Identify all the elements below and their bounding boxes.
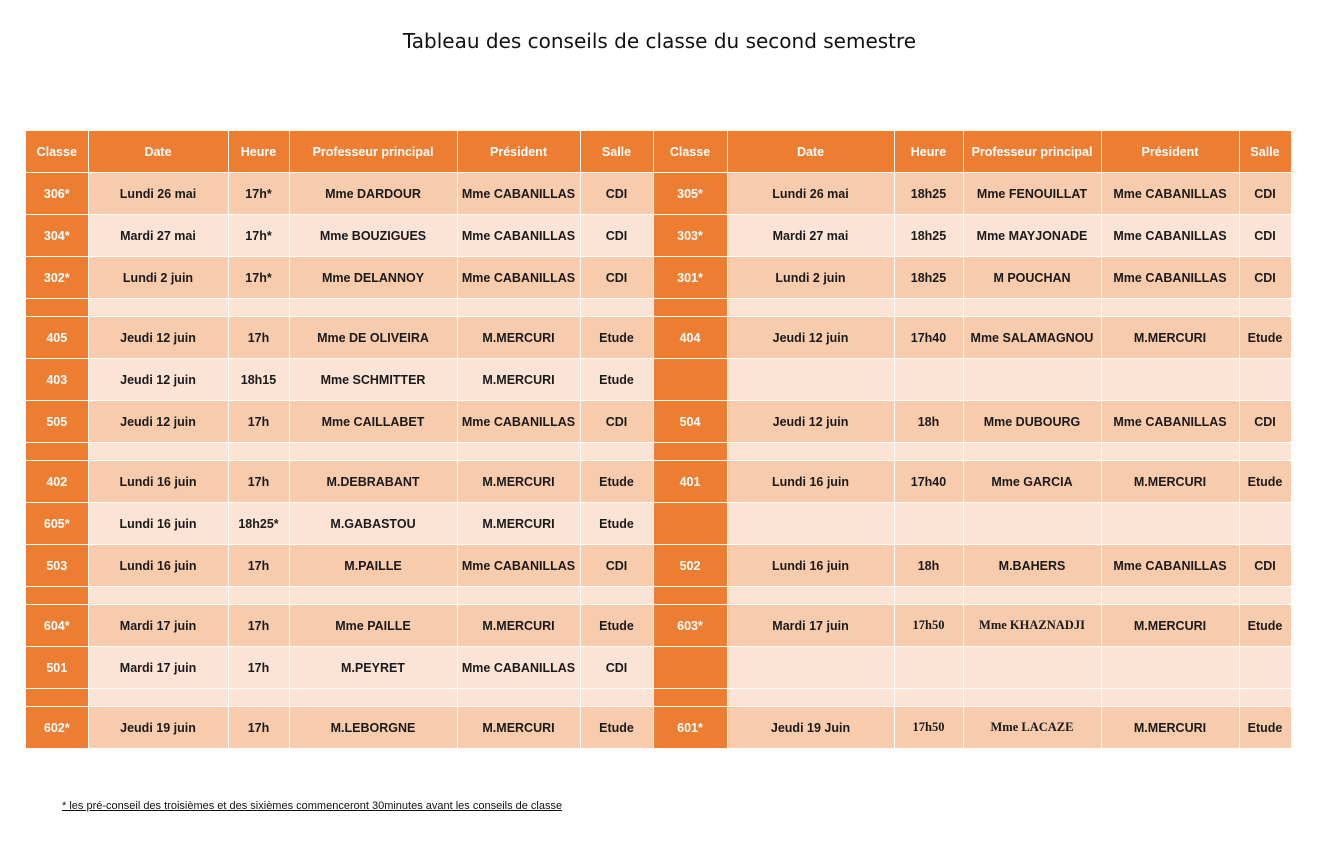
right-heure-cell: 18h25 xyxy=(894,215,963,257)
spacer-cell xyxy=(26,299,88,317)
left-professeur-principal-cell: Mme BOUZIGUES xyxy=(289,215,457,257)
left-president-cell: M.MERCURI xyxy=(457,707,580,749)
right-classe-cell: 303* xyxy=(653,215,727,257)
right-salle-cell: CDI xyxy=(1239,545,1291,587)
right-date-cell: Lundi 2 juin xyxy=(727,257,894,299)
left-salle-cell: CDI xyxy=(580,401,653,443)
left-heure-cell: 18h25* xyxy=(228,503,289,545)
left-professeur-principal-cell: Mme CAILLABET xyxy=(289,401,457,443)
left-salle-cell: Etude xyxy=(580,707,653,749)
table-row xyxy=(26,605,1291,647)
right-president-cell: M.MERCURI xyxy=(1101,461,1239,503)
right-president-cell: M.MERCURI xyxy=(1101,317,1239,359)
spacer-cell xyxy=(228,689,289,707)
spacer-cell xyxy=(26,689,88,707)
spacer-cell xyxy=(289,689,457,707)
left-president-cell: M.MERCURI xyxy=(457,503,580,545)
right-professeur-principal-cell xyxy=(963,359,1101,401)
spacer-cell xyxy=(894,587,963,605)
table-row xyxy=(26,173,1291,215)
right-date-cell xyxy=(727,647,894,689)
left-president-cell: Mme CABANILLAS xyxy=(457,647,580,689)
right-date-cell: Lundi 16 juin xyxy=(727,545,894,587)
spacer-cell xyxy=(653,299,727,317)
left-date-cell: Jeudi 12 juin xyxy=(88,359,228,401)
page-title: Tableau des conseils de classe du second semestre xyxy=(402,29,917,53)
left-date-cell: Lundi 16 juin xyxy=(88,503,228,545)
left-date-cell: Jeudi 12 juin xyxy=(88,317,228,359)
right-president-cell: Mme CABANILLAS xyxy=(1101,545,1239,587)
right-professeur-principal-cell: Mme KHAZNADJI xyxy=(963,605,1101,647)
spacer-cell xyxy=(1101,443,1239,461)
spacer-cell xyxy=(1239,689,1291,707)
left-classe-cell: 402 xyxy=(26,461,88,503)
header-heure: Heure xyxy=(894,131,963,173)
left-classe-cell: 302* xyxy=(26,257,88,299)
left-classe-cell: 503 xyxy=(26,545,88,587)
right-classe-cell: 601* xyxy=(653,707,727,749)
spacer-cell xyxy=(228,443,289,461)
left-heure-cell: 17h* xyxy=(228,173,289,215)
spacer-cell xyxy=(26,587,88,605)
header-president: Président xyxy=(457,131,580,173)
header-president: Président xyxy=(1101,131,1239,173)
spacer-cell xyxy=(457,443,580,461)
header-professeur-principal: Professeur principal xyxy=(963,131,1101,173)
spacer-cell xyxy=(963,299,1101,317)
table-row xyxy=(26,215,1291,257)
right-salle-cell: Etude xyxy=(1239,605,1291,647)
spacer-cell xyxy=(653,443,727,461)
right-professeur-principal-cell xyxy=(963,647,1101,689)
right-heure-cell: 17h40 xyxy=(894,461,963,503)
right-classe-cell: 502 xyxy=(653,545,727,587)
left-president-cell: M.MERCURI xyxy=(457,317,580,359)
schedule-table xyxy=(26,131,1292,749)
right-professeur-principal-cell: Mme SALAMAGNOU xyxy=(963,317,1101,359)
right-classe-cell xyxy=(653,647,727,689)
right-heure-cell xyxy=(894,503,963,545)
right-salle-cell: Etude xyxy=(1239,317,1291,359)
left-date-cell: Jeudi 19 juin xyxy=(88,707,228,749)
left-professeur-principal-cell: M.GABASTOU xyxy=(289,503,457,545)
left-president-cell: Mme CABANILLAS xyxy=(457,215,580,257)
right-professeur-principal-cell: M POUCHAN xyxy=(963,257,1101,299)
table-row xyxy=(26,707,1291,749)
right-heure-cell: 18h25 xyxy=(894,173,963,215)
right-president-cell: M.MERCURI xyxy=(1101,707,1239,749)
left-professeur-principal-cell: Mme DARDOUR xyxy=(289,173,457,215)
header-classe: Classe xyxy=(653,131,727,173)
spacer-cell xyxy=(653,587,727,605)
left-heure-cell: 17h xyxy=(228,401,289,443)
left-salle-cell: Etude xyxy=(580,503,653,545)
table-row xyxy=(26,545,1291,587)
left-date-cell: Lundi 16 juin xyxy=(88,461,228,503)
right-heure-cell: 18h xyxy=(894,401,963,443)
right-professeur-principal-cell: Mme FENOUILLAT xyxy=(963,173,1101,215)
left-president-cell: Mme CABANILLAS xyxy=(457,545,580,587)
right-salle-cell xyxy=(1239,359,1291,401)
left-date-cell: Mardi 17 juin xyxy=(88,605,228,647)
left-salle-cell: Etude xyxy=(580,461,653,503)
left-date-cell: Jeudi 12 juin xyxy=(88,401,228,443)
spacer-row xyxy=(26,443,1291,461)
spacer-cell xyxy=(457,587,580,605)
spacer-cell xyxy=(963,443,1101,461)
footnote: * les pré-conseil des troisièmes et des sixièmes commenceront 30minutes avant les conseils de classe xyxy=(62,800,563,812)
table-row xyxy=(26,461,1291,503)
table-row xyxy=(26,359,1291,401)
header-professeur-principal: Professeur principal xyxy=(289,131,457,173)
right-salle-cell: CDI xyxy=(1239,173,1291,215)
right-heure-cell: 17h40 xyxy=(894,317,963,359)
left-classe-cell: 604* xyxy=(26,605,88,647)
spacer-cell xyxy=(1101,299,1239,317)
spacer-cell xyxy=(1239,299,1291,317)
table-row xyxy=(26,647,1291,689)
spacer-cell xyxy=(727,689,894,707)
spacer-cell xyxy=(88,443,228,461)
right-salle-cell: CDI xyxy=(1239,401,1291,443)
left-professeur-principal-cell: Mme PAILLE xyxy=(289,605,457,647)
left-date-cell: Lundi 16 juin xyxy=(88,545,228,587)
left-heure-cell: 17h xyxy=(228,545,289,587)
left-salle-cell: CDI xyxy=(580,173,653,215)
left-classe-cell: 602* xyxy=(26,707,88,749)
right-heure-cell: 17h50 xyxy=(894,605,963,647)
left-classe-cell: 405 xyxy=(26,317,88,359)
table-row xyxy=(26,257,1291,299)
left-president-cell: M.MERCURI xyxy=(457,461,580,503)
spacer-cell xyxy=(289,299,457,317)
header-salle: Salle xyxy=(1239,131,1291,173)
header-classe: Classe xyxy=(26,131,88,173)
left-professeur-principal-cell: Mme SCHMITTER xyxy=(289,359,457,401)
spacer-cell xyxy=(88,299,228,317)
spacer-cell xyxy=(727,299,894,317)
left-salle-cell: Etude xyxy=(580,359,653,401)
left-president-cell: M.MERCURI xyxy=(457,359,580,401)
left-classe-cell: 306* xyxy=(26,173,88,215)
spacer-row xyxy=(26,689,1291,707)
left-professeur-principal-cell: Mme DE OLIVEIRA xyxy=(289,317,457,359)
left-salle-cell: CDI xyxy=(580,647,653,689)
left-heure-cell: 17h* xyxy=(228,257,289,299)
header-heure: Heure xyxy=(228,131,289,173)
left-heure-cell: 17h xyxy=(228,461,289,503)
spacer-cell xyxy=(1101,689,1239,707)
left-salle-cell: Etude xyxy=(580,605,653,647)
left-salle-cell: CDI xyxy=(580,215,653,257)
spacer-cell xyxy=(963,689,1101,707)
left-salle-cell: Etude xyxy=(580,317,653,359)
right-president-cell xyxy=(1101,647,1239,689)
right-professeur-principal-cell: Mme LACAZE xyxy=(963,707,1101,749)
right-salle-cell xyxy=(1239,647,1291,689)
spacer-cell xyxy=(88,689,228,707)
spacer-cell xyxy=(26,443,88,461)
spacer-cell xyxy=(1239,443,1291,461)
left-professeur-principal-cell: M.PEYRET xyxy=(289,647,457,689)
left-salle-cell: CDI xyxy=(580,257,653,299)
right-classe-cell: 305* xyxy=(653,173,727,215)
left-heure-cell: 17h* xyxy=(228,215,289,257)
left-date-cell: Lundi 2 juin xyxy=(88,257,228,299)
spacer-cell xyxy=(894,689,963,707)
spacer-cell xyxy=(88,587,228,605)
left-heure-cell: 17h xyxy=(228,605,289,647)
spacer-cell xyxy=(653,689,727,707)
table-row xyxy=(26,503,1291,545)
left-classe-cell: 605* xyxy=(26,503,88,545)
right-date-cell: Mardi 17 juin xyxy=(727,605,894,647)
left-professeur-principal-cell: M.PAILLE xyxy=(289,545,457,587)
right-salle-cell: CDI xyxy=(1239,257,1291,299)
left-president-cell: Mme CABANILLAS xyxy=(457,257,580,299)
right-professeur-principal-cell xyxy=(963,503,1101,545)
right-date-cell: Mardi 27 mai xyxy=(727,215,894,257)
right-heure-cell: 18h xyxy=(894,545,963,587)
left-president-cell: Mme CABANILLAS xyxy=(457,173,580,215)
right-salle-cell xyxy=(1239,503,1291,545)
right-president-cell xyxy=(1101,503,1239,545)
right-date-cell: Lundi 16 juin xyxy=(727,461,894,503)
spacer-cell xyxy=(289,587,457,605)
spacer-cell xyxy=(580,299,653,317)
spacer-cell xyxy=(457,689,580,707)
right-professeur-principal-cell: Mme GARCIA xyxy=(963,461,1101,503)
left-classe-cell: 505 xyxy=(26,401,88,443)
left-date-cell: Mardi 17 juin xyxy=(88,647,228,689)
left-classe-cell: 501 xyxy=(26,647,88,689)
spacer-row xyxy=(26,299,1291,317)
left-date-cell: Lundi 26 mai xyxy=(88,173,228,215)
right-president-cell xyxy=(1101,359,1239,401)
right-classe-cell: 404 xyxy=(653,317,727,359)
spacer-cell xyxy=(727,443,894,461)
right-heure-cell: 17h50 xyxy=(894,707,963,749)
right-salle-cell: CDI xyxy=(1239,215,1291,257)
right-classe-cell: 401 xyxy=(653,461,727,503)
left-professeur-principal-cell: M.DEBRABANT xyxy=(289,461,457,503)
right-president-cell: Mme CABANILLAS xyxy=(1101,173,1239,215)
right-date-cell xyxy=(727,503,894,545)
spacer-cell xyxy=(1239,587,1291,605)
right-heure-cell: 18h25 xyxy=(894,257,963,299)
right-classe-cell: 504 xyxy=(653,401,727,443)
right-professeur-principal-cell: Mme DUBOURG xyxy=(963,401,1101,443)
right-president-cell: Mme CABANILLAS xyxy=(1101,257,1239,299)
left-heure-cell: 18h15 xyxy=(228,359,289,401)
header-date: Date xyxy=(88,131,228,173)
right-date-cell: Lundi 26 mai xyxy=(727,173,894,215)
spacer-cell xyxy=(894,443,963,461)
table-row xyxy=(26,317,1291,359)
header-date: Date xyxy=(727,131,894,173)
right-salle-cell: Etude xyxy=(1239,707,1291,749)
left-heure-cell: 17h xyxy=(228,707,289,749)
right-salle-cell: Etude xyxy=(1239,461,1291,503)
left-president-cell: Mme CABANILLAS xyxy=(457,401,580,443)
left-date-cell: Mardi 27 mai xyxy=(88,215,228,257)
right-president-cell: Mme CABANILLAS xyxy=(1101,401,1239,443)
spacer-cell xyxy=(289,443,457,461)
left-heure-cell: 17h xyxy=(228,647,289,689)
left-professeur-principal-cell: M.LEBORGNE xyxy=(289,707,457,749)
right-date-cell xyxy=(727,359,894,401)
right-heure-cell xyxy=(894,647,963,689)
spacer-cell xyxy=(963,587,1101,605)
header-row xyxy=(26,131,1291,173)
right-date-cell: Jeudi 12 juin xyxy=(727,317,894,359)
left-president-cell: M.MERCURI xyxy=(457,605,580,647)
right-president-cell: M.MERCURI xyxy=(1101,605,1239,647)
left-salle-cell: CDI xyxy=(580,545,653,587)
left-classe-cell: 304* xyxy=(26,215,88,257)
right-heure-cell xyxy=(894,359,963,401)
right-classe-cell: 603* xyxy=(653,605,727,647)
right-classe-cell: 301* xyxy=(653,257,727,299)
table-row xyxy=(26,401,1291,443)
spacer-cell xyxy=(228,587,289,605)
spacer-cell xyxy=(580,443,653,461)
right-professeur-principal-cell: M.BAHERS xyxy=(963,545,1101,587)
right-date-cell: Jeudi 19 Juin xyxy=(727,707,894,749)
spacer-cell xyxy=(457,299,580,317)
right-professeur-principal-cell: Mme MAYJONADE xyxy=(963,215,1101,257)
right-classe-cell xyxy=(653,503,727,545)
spacer-cell xyxy=(894,299,963,317)
spacer-cell xyxy=(580,689,653,707)
right-classe-cell xyxy=(653,359,727,401)
right-date-cell: Jeudi 12 juin xyxy=(727,401,894,443)
right-president-cell: Mme CABANILLAS xyxy=(1101,215,1239,257)
spacer-cell xyxy=(727,587,894,605)
left-classe-cell: 403 xyxy=(26,359,88,401)
spacer-cell xyxy=(580,587,653,605)
spacer-cell xyxy=(1101,587,1239,605)
left-professeur-principal-cell: Mme DELANNOY xyxy=(289,257,457,299)
spacer-row xyxy=(26,587,1291,605)
header-salle: Salle xyxy=(580,131,653,173)
left-heure-cell: 17h xyxy=(228,317,289,359)
spacer-cell xyxy=(228,299,289,317)
